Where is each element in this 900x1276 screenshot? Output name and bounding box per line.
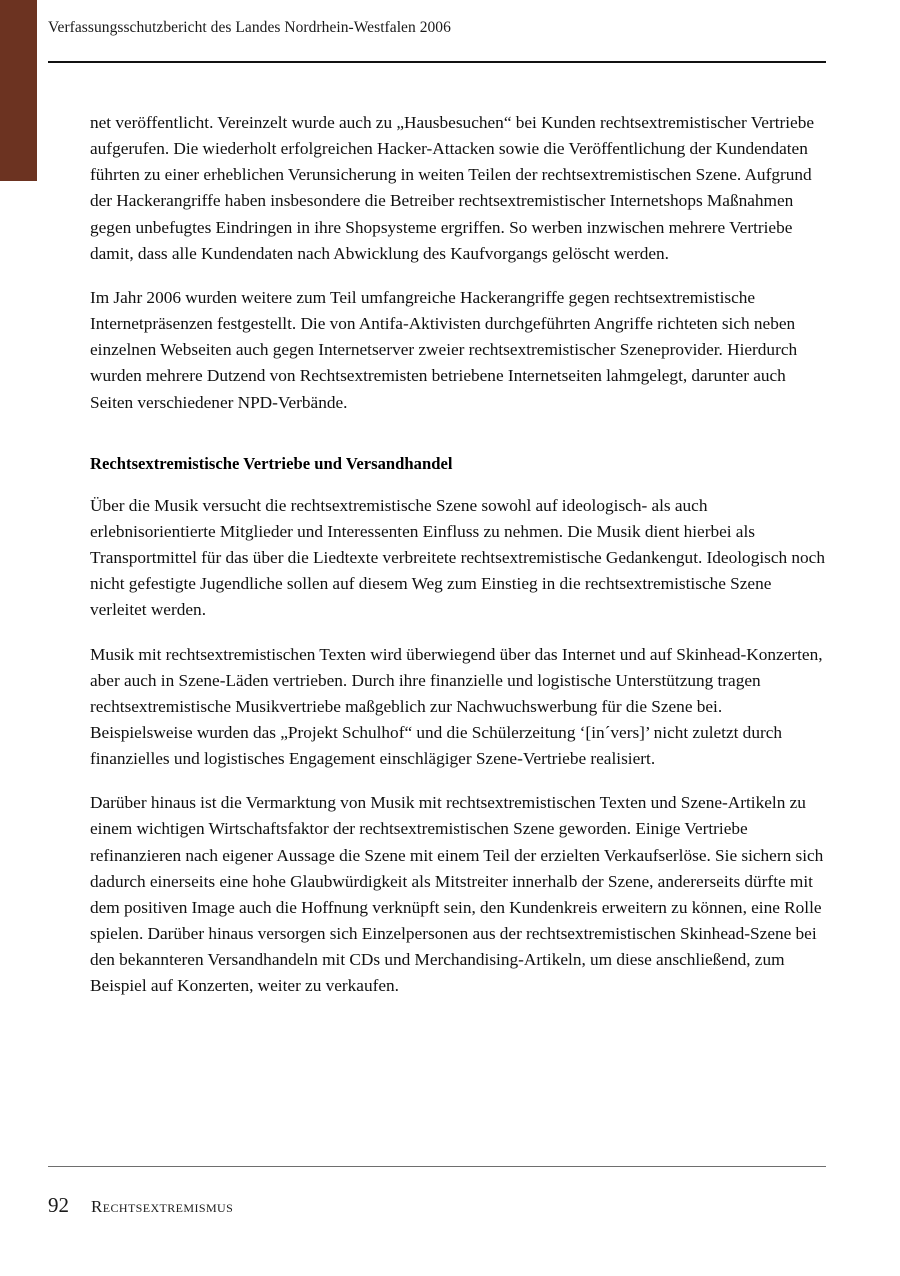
paragraph: net veröffentlicht. Vereinzelt wurde auch zu „Hausbesuchen“ bei Kunden rechtsextremistischer Vertriebe aufgerufen. Die wiederholt erfolgreichen Hacker-Attacken sowie die Veröffentlichung der Kundendaten führten zu einer erheblichen Verunsicherung in weiten Teilen der rechtsextremistischen Szene. Aufgrund der Hackerangriffe haben insbesondere die Betreiber rechtsextremistischer Internetshops Maßnahmen gegen unbefugtes Eindringen in ihre Shopsysteme ergriffen. So werben inzwischen mehrere Vertriebe damit, dass alle Kundendaten nach Abwicklung des Kaufvorgangs gelöscht werden. (90, 113, 815, 263)
chapter-color-tab (0, 0, 37, 181)
page-number: 92 (48, 1193, 69, 1217)
footer-rule (48, 1166, 826, 1167)
footer-chapter-title: Rechtsextremismus (91, 1197, 234, 1216)
body-text-column (90, 110, 826, 1000)
paragraph: Darüber hinaus ist die Vermarktung von Musik mit rechtsextremistischen Texten und Szene-Artikeln zu einem wichtigen Wirtschaftsfaktor der rechtsextremistischen Szene geworden. Einige Vertriebe refinanzieren nach eigener Aussage die Szene mit einem Teil der erzielten Verkaufserlöse. Sie sichern sich dadurch einerseits eine hohe Glaubwürdigkeit als Mitstreiter innerhalb der Szene, andererseits dürfte mit dem positiven Image auch die Hoffnung verknüpft sein, den Kundenkreis erweitern zu können, eine Rolle spielen. Darüber hinaus versorgen sich Einzelpersonen aus der rechtsextremistischen Skinhead-Szene bei den bekannteren Versandhandeln mit CDs und Merchandising-Artikeln, um diese anschließend, zum Beispiel auf Konzerten, weiter zu verkaufen. (90, 793, 824, 996)
paragraph: Musik mit rechtsextremistischen Texten wird überwiegend über das Internet und auf Skinhead-Konzerten, aber auch in Szene-Läden vertrieben. Durch ihre finanzielle und logistische Unterstützung tragen rechtsextremistische Musikvertriebe maßgeblich zur Nachwuchswerbung für die Szene bei. Beispielsweise wurden das „Projekt Schulhof“ und die Schülerzeitung ‘[in´vers]’ nicht zuletzt durch finanzielles und logistisches Engagement einschlägiger Szene-Vertriebe realisiert. (90, 644, 823, 769)
section-heading: Rechtsextremistische Vertriebe und Versandhandel (90, 453, 453, 473)
running-head: Verfassungsschutzbericht des Landes Nordrhein-Westfalen 2006 (48, 19, 451, 36)
paragraph: Über die Musik versucht die rechtsextremistische Szene sowohl auf ideologisch- als auch erlebnisorientierte Mitglieder und Interessenten Einfluss zu nehmen. Die Musik dient hierbei als Transportmittel für das über die Liedtexte verbreitete rechtsextremistische Gedankengut. Ideologisch noch nicht gefestigte Jugendliche sollen auf diesem Weg zum Einstieg in die rechtsextremistische Szene verleitet werden. (90, 495, 825, 620)
header-rule (48, 61, 826, 63)
paragraph: Im Jahr 2006 wurden weitere zum Teil umfangreiche Hackerangriffe gegen rechtsextremistische Internetpräsenzen festgestellt. Die von Antifa-Aktivisten durchgeführten Angriffe richteten sich neben einzelnen Webseiten auch gegen Internetserver zweier rechtsextremistischer Szeneprovider. Hierdurch wurden mehrere Dutzend von Rechtsextremisten betriebene Internetseiten lahmgelegt, darunter auch Seiten verschiedener NPD-Verbände. (90, 287, 798, 412)
page-footer (48, 1193, 233, 1219)
